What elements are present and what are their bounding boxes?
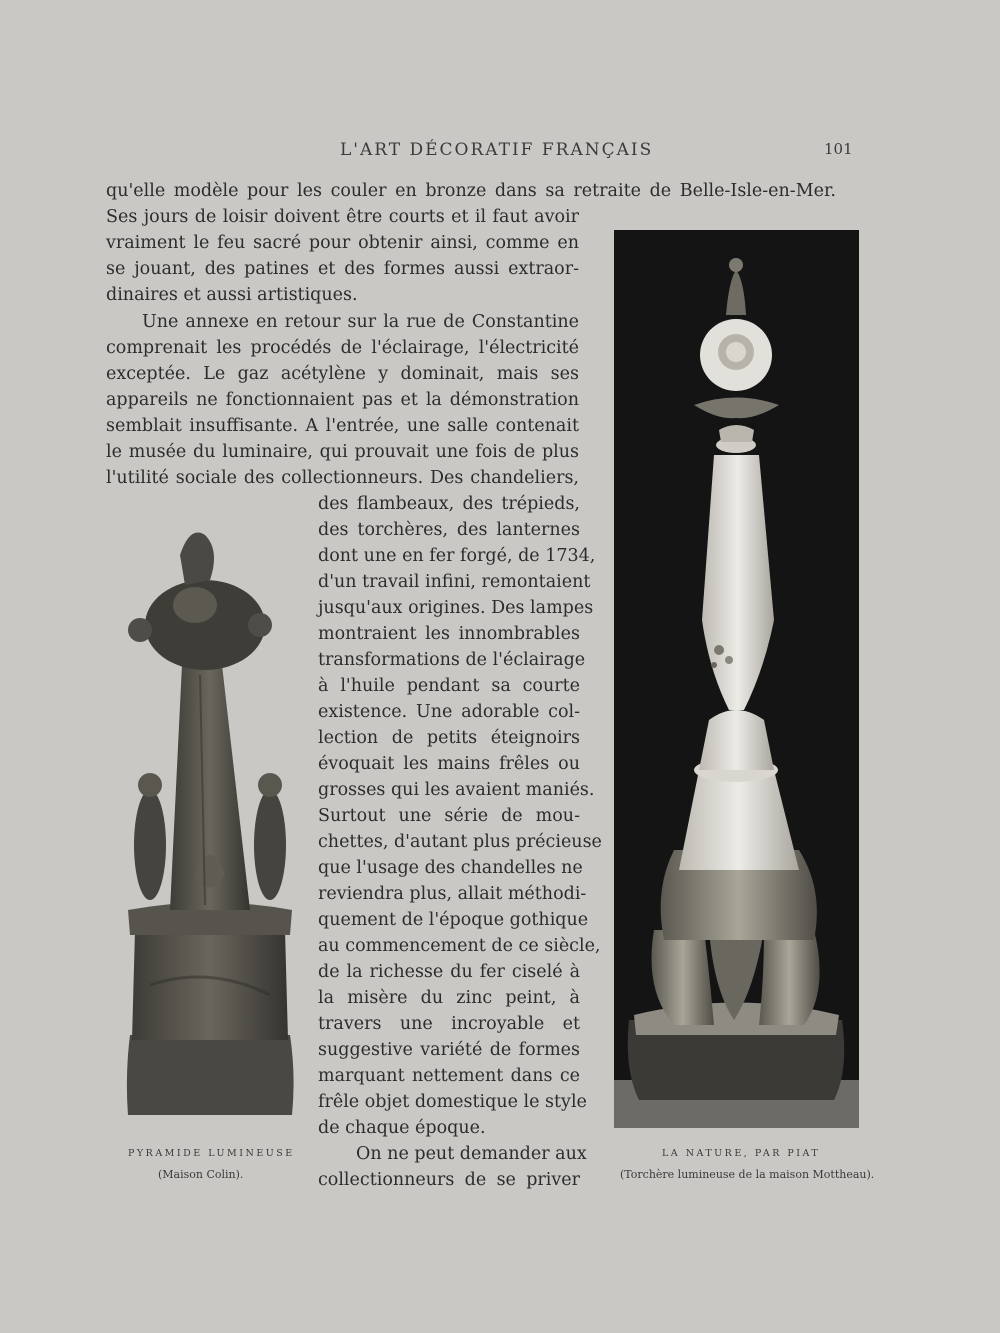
body-line: jusqu'aux origines. Des lampes [318, 598, 594, 618]
body-line: transformations de l'éclairage [318, 650, 586, 670]
body-line: au commencement de ce siècle, [318, 936, 601, 956]
figure-la-nature [614, 230, 859, 1128]
body-line: que l'usage des chandelles ne [318, 858, 583, 878]
body-line: chettes, d'autant plus précieuse [318, 832, 602, 852]
body-line: de la richesse du fer ciselé à [318, 962, 580, 982]
body-line: grosses qui les avaient maniés. [318, 780, 595, 800]
body-line: travers une incroyable et [318, 1014, 580, 1034]
body-line: comprenait les procédés de l'éclairage, l'électricité [106, 338, 579, 358]
figure-left-caption-subtitle: (Maison Colin). [158, 1168, 244, 1181]
body-line: de chaque époque. [318, 1118, 486, 1138]
body-line: quement de l'époque gothique [318, 910, 589, 930]
body-line: montraient les innombrables [318, 624, 580, 644]
body-line: évoquait les mains frêles ou [318, 754, 580, 774]
running-header: L'ART DÉCORATIF FRANÇAIS [340, 140, 654, 160]
figure-pyramide-lumineuse [110, 515, 310, 1135]
figure-right-caption-subtitle: (Torchère lumineuse de la maison Mottheau). [620, 1168, 875, 1181]
body-line: exceptée. Le gaz acétylène y dominait, mais ses [106, 364, 579, 384]
body-line: Surtout une série de mou- [318, 806, 580, 826]
body-line: des torchères, des lanternes [318, 520, 580, 540]
body-line: Une annexe en retour sur la rue de Constantine [142, 312, 579, 332]
body-line: à l'huile pendant sa courte [318, 676, 580, 696]
torchere-illustration [614, 230, 859, 1128]
body-line: Ses jours de loisir doivent être courts et il faut avoir [106, 207, 579, 227]
body-line: la misère du zinc peint, à [318, 988, 580, 1008]
body-line: qu'elle modèle pour les couler en bronze dans sa retraite de Belle-Isle-en-Mer. [106, 181, 836, 201]
body-line: lection de petits éteignoirs [318, 728, 580, 748]
body-line: vraiment le feu sacré pour obtenir ainsi, comme en [106, 233, 579, 253]
figure-left-caption-title: PYRAMIDE LUMINEUSE [128, 1148, 295, 1159]
body-line: appareils ne fonctionnaient pas et la démonstration [106, 390, 579, 410]
body-line: semblait insuffisante. A l'entrée, une salle contenait [106, 416, 579, 436]
body-line: dont une en fer forgé, de 1734, [318, 546, 596, 566]
page-number: 101 [824, 140, 853, 158]
body-line: collectionneurs de se priver [318, 1170, 580, 1190]
body-line: l'utilité sociale des collectionneurs. Des chandeliers, [106, 468, 579, 488]
body-line: On ne peut demander aux [356, 1144, 587, 1164]
body-line: marquant nettement dans ce [318, 1066, 580, 1086]
figure-right-caption-title: LA NATURE, PAR PIAT [662, 1148, 821, 1159]
pyramid-illustration [110, 515, 310, 1135]
body-line: dinaires et aussi artistiques. [106, 285, 358, 305]
body-line: reviendra plus, allait méthodi- [318, 884, 587, 904]
body-line: suggestive variété de formes [318, 1040, 580, 1060]
body-line: frêle objet domestique le style [318, 1092, 587, 1112]
body-line: des flambeaux, des trépieds, [318, 494, 580, 514]
body-line: le musée du luminaire, qui prouvait une fois de plus [106, 442, 579, 462]
body-line: existence. Une adorable col- [318, 702, 580, 722]
body-line: se jouant, des patines et des formes aussi extraor- [106, 259, 579, 279]
body-line: d'un travail infini, remontaient [318, 572, 591, 592]
